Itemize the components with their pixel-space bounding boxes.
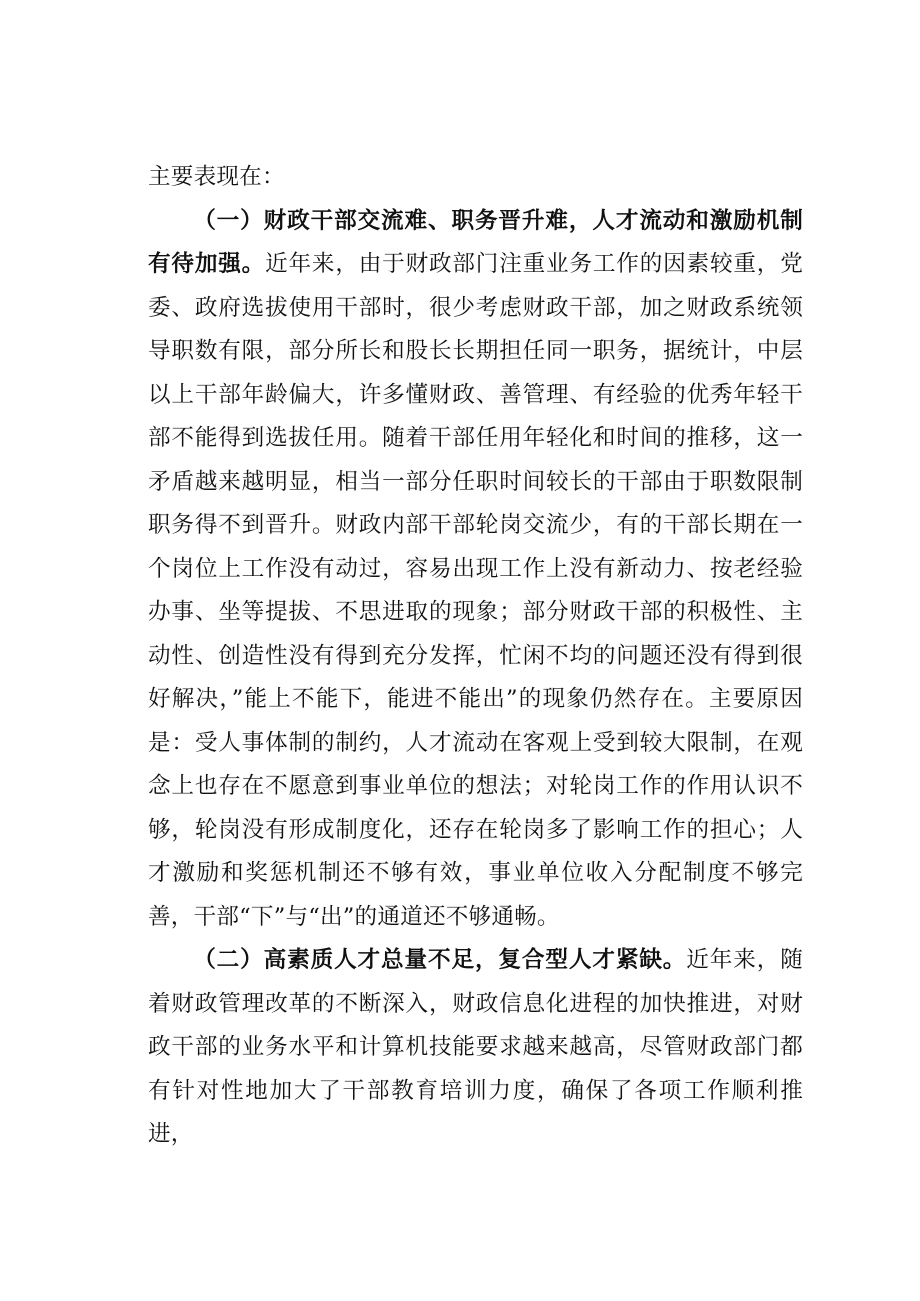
section-1-heading: （一）财政干部交流难、职务晋升难，人才流动和激励机制有待加强。: [148, 207, 803, 277]
section-1-body: 近年来，由于财政部门注重业务工作的因素较重，党委、政府选拔使用干部时，很少考虑财政干部，加之财政系统领导职数有限，部分所长和股长长期担任同一职务，据统计，中层以上干部年龄偏大，许多懂财政、善管理、有经验的优秀年轻干部不能得到选拔任用。随着干部任用年轻化和时间的推移，这一矛盾越来越明显，相当一部分任职时间较长的干部由于职数限制职务得不到晋升。财政内部干部轮岗交流少，有的干部长期在一个岗位上工作没有动过，容易出现工作上没有新动力、按老经验办事、坐等提拔、不思进取的现象；部分财政干部的积极性、主动性、创造性没有得到充分发挥，忙闲不均的问题还没有得到很好解决，”能上不能下，能进不能出”的现象仍然存在。主要原因是：受人事体制的制约，人才流动在客观上受到较大限制，在观念上也存在不愿意到事业单位的想法；对轮岗工作的作用认识不够，轮岗没有形成制度化，还存在轮岗多了影响工作的担心；人才激励和奖惩机制还不够有效，事业单位收入分配制度不够完善，干部“下”与“出”的通道还不够通畅。: [148, 251, 803, 930]
section-2-paragraph: [148, 939, 803, 1157]
intro-paragraph: 主要表现在：: [148, 164, 285, 190]
document-page: [148, 156, 803, 1157]
section-2-heading: （二）高素质人才总量不足，复合型人才紧缺。: [193, 947, 687, 973]
section-1-paragraph: [148, 200, 803, 940]
section-2-body: 近年来，随着财政管理改革的不断深入，财政信息化进程的加快推进，对财政干部的业务水平和计算机技能要求越来越高，尽管财政部门都有针对性地加大了干部教育培训力度，确保了各项工作顺利推进，: [148, 947, 803, 1147]
